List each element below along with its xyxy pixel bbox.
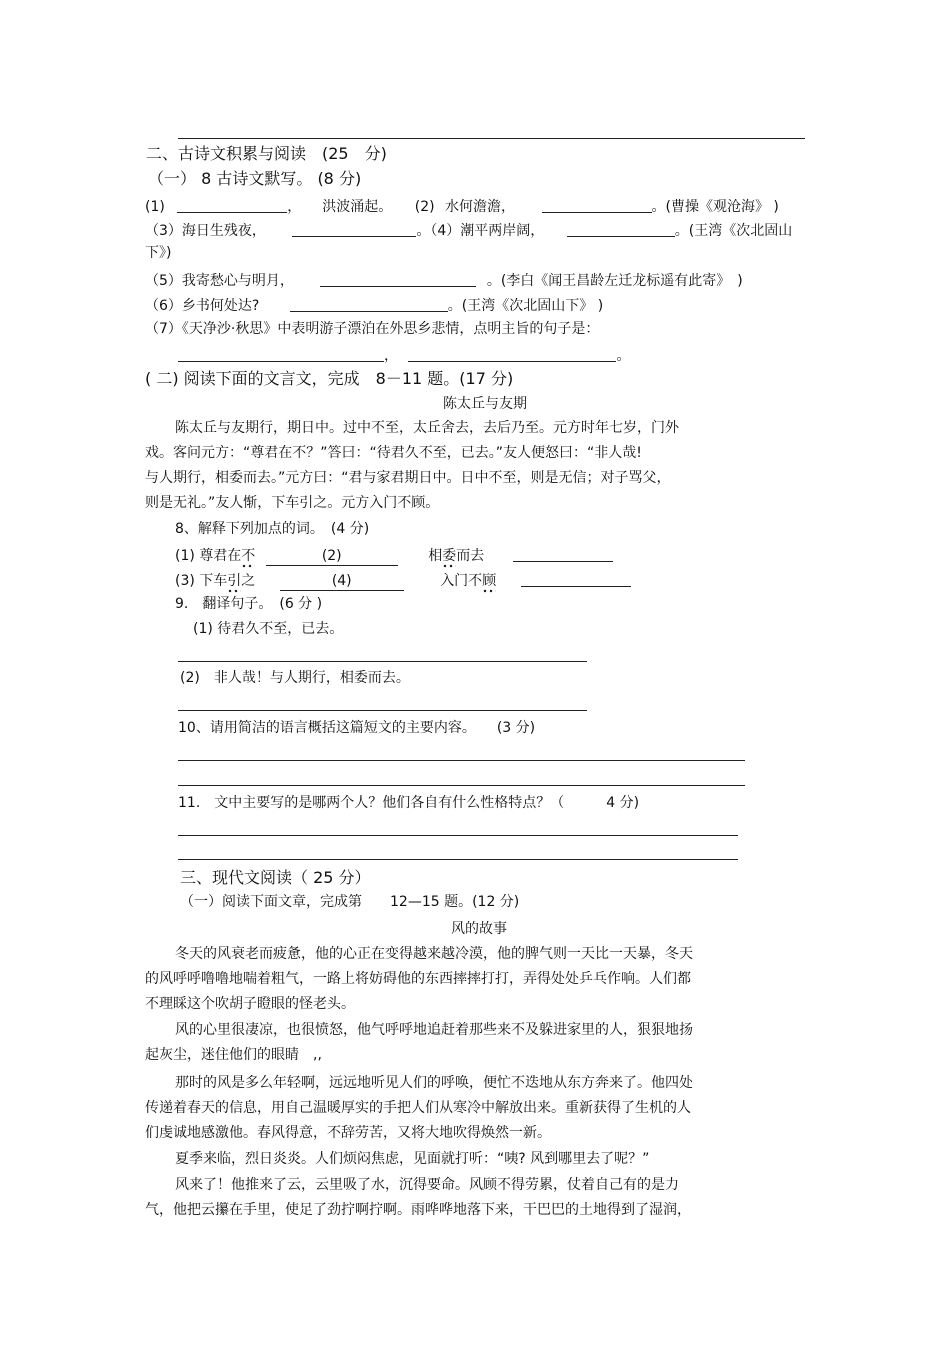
q8-4-dotted-word: 顾 bbox=[482, 573, 496, 593]
q9-title: 9. 翻译句子。 (6 分 ) bbox=[175, 596, 323, 612]
answer-blank-8-4[interactable] bbox=[521, 572, 631, 587]
q5-text: （5）我寄愁心与明月， bbox=[145, 273, 294, 289]
q4-source-end: 下》) bbox=[145, 245, 172, 261]
part1-title: （一） 8 古诗文默写。 (8 分) bbox=[148, 169, 362, 188]
answer-line-9-1[interactable] bbox=[178, 661, 587, 662]
q6-text: （6）乡书何处达? bbox=[145, 298, 260, 314]
q3-text: （3）海日生残夜， bbox=[145, 223, 266, 239]
story-line: 起灰尘，迷住他们的眼睛 ,, bbox=[145, 1047, 322, 1063]
q9-sentence-2: (2) 非人哉！与人期行，相委而去。 bbox=[180, 670, 410, 686]
question-6 bbox=[145, 295, 603, 315]
q8-3-text-end: 之 bbox=[241, 573, 256, 589]
section3-part1-title: （一）阅读下面文章，完成第 12—15 题。(12 分) bbox=[180, 894, 520, 910]
q1-text: ， 洪波涌起。 bbox=[287, 199, 393, 215]
answer-line-10-1[interactable] bbox=[178, 760, 745, 761]
q8-3-dotted-word: 引 bbox=[227, 573, 241, 593]
q2-source: 。(曹操《观沧海》 ) bbox=[651, 199, 779, 215]
passage-line: 陈太丘与友期行，期日中。过中不至，太丘舍去，去后乃至。元方时年七岁，门外 bbox=[175, 420, 679, 436]
q7-end: 。 bbox=[616, 348, 631, 364]
answer-line-10-2[interactable] bbox=[178, 785, 745, 786]
q7-comma: ， bbox=[384, 348, 398, 364]
q8-3-text: (3) 下车 bbox=[175, 573, 228, 589]
part2-title: ( 二) 阅读下面的文言文，完成 8－11 题。(17 分) bbox=[145, 369, 514, 388]
answer-blank-7a[interactable] bbox=[178, 347, 384, 362]
passage-line: 则是无礼。”友人惭，下车引之。元方入门不顾。 bbox=[145, 495, 440, 511]
answer-blank-3[interactable] bbox=[292, 222, 416, 237]
story-line: 气，他把云攥在手里，使足了劲拧啊拧啊。雨哗哗地落下来，干巴巴的土地得到了湿润， bbox=[145, 1202, 691, 1218]
q8-1-text: (1) 尊君在 bbox=[175, 548, 242, 564]
question-7: （7）《天净沙·秋思》中表明游子漂泊在外思乡悲情，点明主旨的句子是： bbox=[145, 321, 600, 337]
q8-1-dotted-word: 不 bbox=[241, 548, 255, 568]
q4-text: 。（4）潮平两岸阔， bbox=[416, 223, 545, 239]
section2-title: 二、古诗文积累与阅读 (25 分) bbox=[146, 144, 387, 163]
question-1-2 bbox=[145, 196, 779, 216]
story-line: 冬天的风衰老而疲惫，他的心正在变得越来越冷漠，他的脾气则一天比一天暴，冬天 bbox=[175, 946, 693, 962]
story-line: 那时的风是多么年轻啊，远远地听见人们的呼唤，便忙不迭地从东方奔来了。他四处 bbox=[175, 1075, 693, 1091]
question-7-answer bbox=[178, 345, 630, 365]
section3-title: 三、现代文阅读（ 25 分） bbox=[180, 868, 371, 887]
q11-title: 11. 文中主要写的是哪两个人？他们各自有什么性格特点？（ 4 分) bbox=[178, 795, 640, 811]
q8-row1 bbox=[175, 545, 613, 566]
q8-2-number: (2) bbox=[321, 548, 342, 564]
q8-row2 bbox=[175, 570, 631, 591]
story-line: 不理睬这个吹胡子瞪眼的怪老头。 bbox=[145, 996, 355, 1012]
q8-2-text: 相 bbox=[428, 548, 443, 564]
q8-4-number: (4) bbox=[331, 573, 352, 589]
q2-number: (2) bbox=[414, 199, 435, 215]
q8-4-text: 入门不 bbox=[440, 573, 483, 589]
answer-blank-8-3[interactable] bbox=[280, 572, 404, 591]
story-line: 们虔诚地感激他。春风得意，不辞劳苦，又将大地吹得焕然一新。 bbox=[145, 1125, 551, 1141]
q9-sentence-1: (1) 待君久不至，已去。 bbox=[193, 621, 344, 637]
passage-line: 戏。客问元方：“尊君在不？”答曰：“待君久不至，已去。”友人便怒曰：“非人哉! bbox=[145, 445, 642, 461]
answer-line-11-2[interactable] bbox=[178, 859, 738, 860]
q5-source: 。(李白《闻王昌龄左迁龙标遥有此寄》 ) bbox=[486, 273, 743, 289]
q10-title: 10、请用简洁的语言概括这篇短文的主要内容。 (3 分) bbox=[178, 720, 536, 736]
question-5 bbox=[145, 270, 743, 290]
story-line: 传递着春天的信息，用自己温暖厚实的手把人们从寒冷中解放出来。重新获得了生机的人 bbox=[145, 1100, 691, 1116]
answer-blank-4[interactable] bbox=[567, 222, 675, 237]
q8-title: 8、解释下列加点的词。 (4 分) bbox=[175, 521, 370, 537]
question-3-4 bbox=[145, 220, 792, 240]
story-title: 风的故事 bbox=[451, 921, 507, 937]
answer-blank-7b[interactable] bbox=[408, 347, 616, 362]
answer-blank-8-1[interactable] bbox=[266, 547, 398, 566]
answer-blank-6[interactable] bbox=[290, 297, 448, 312]
header-rule bbox=[178, 138, 805, 139]
q2-text: 水何澹澹， bbox=[445, 199, 516, 215]
answer-line-9-2[interactable] bbox=[178, 710, 587, 711]
q6-source: 。(王湾《次北固山下》 ) bbox=[447, 298, 604, 314]
answer-blank-5[interactable] bbox=[320, 272, 476, 287]
q8-2-dotted-word: 委 bbox=[442, 548, 456, 568]
story-line: 风来了！他推来了云，云里吸了水，沉得要命。风顾不得劳累，仗着自己有的是力 bbox=[175, 1177, 679, 1193]
answer-blank-2[interactable] bbox=[542, 198, 652, 213]
story-line: 夏季来临，烈日炎炎。人们烦闷焦虑，见面就打听：“咦? 风到哪里去了呢？” bbox=[175, 1151, 650, 1167]
q8-2-text-end: 而去 bbox=[456, 548, 485, 564]
answer-blank-8-2[interactable] bbox=[513, 547, 613, 562]
story-line: 的风呼呼噜噜地喘着粗气，一路上将妨碍他的东西摔摔打打，弄得处处乒乓作响。人们都 bbox=[145, 971, 691, 987]
passage-line: 与人期行，相委而去。”元方曰：“君与家君期日中。日中不至，则是无信；对子骂父， bbox=[145, 470, 671, 486]
q1-number: (1) bbox=[145, 199, 165, 215]
q4-source: 。(王湾《次北固山 bbox=[674, 223, 793, 239]
answer-line-11-1[interactable] bbox=[178, 835, 738, 836]
answer-blank-1[interactable] bbox=[177, 198, 287, 213]
story-line: 风的心里很凄凉，也很愤怒，他气呼呼地追赶着那些来不及躲进家里的人，狠狠地扬 bbox=[175, 1022, 693, 1038]
passage-title: 陈太丘与友期 bbox=[443, 396, 527, 412]
